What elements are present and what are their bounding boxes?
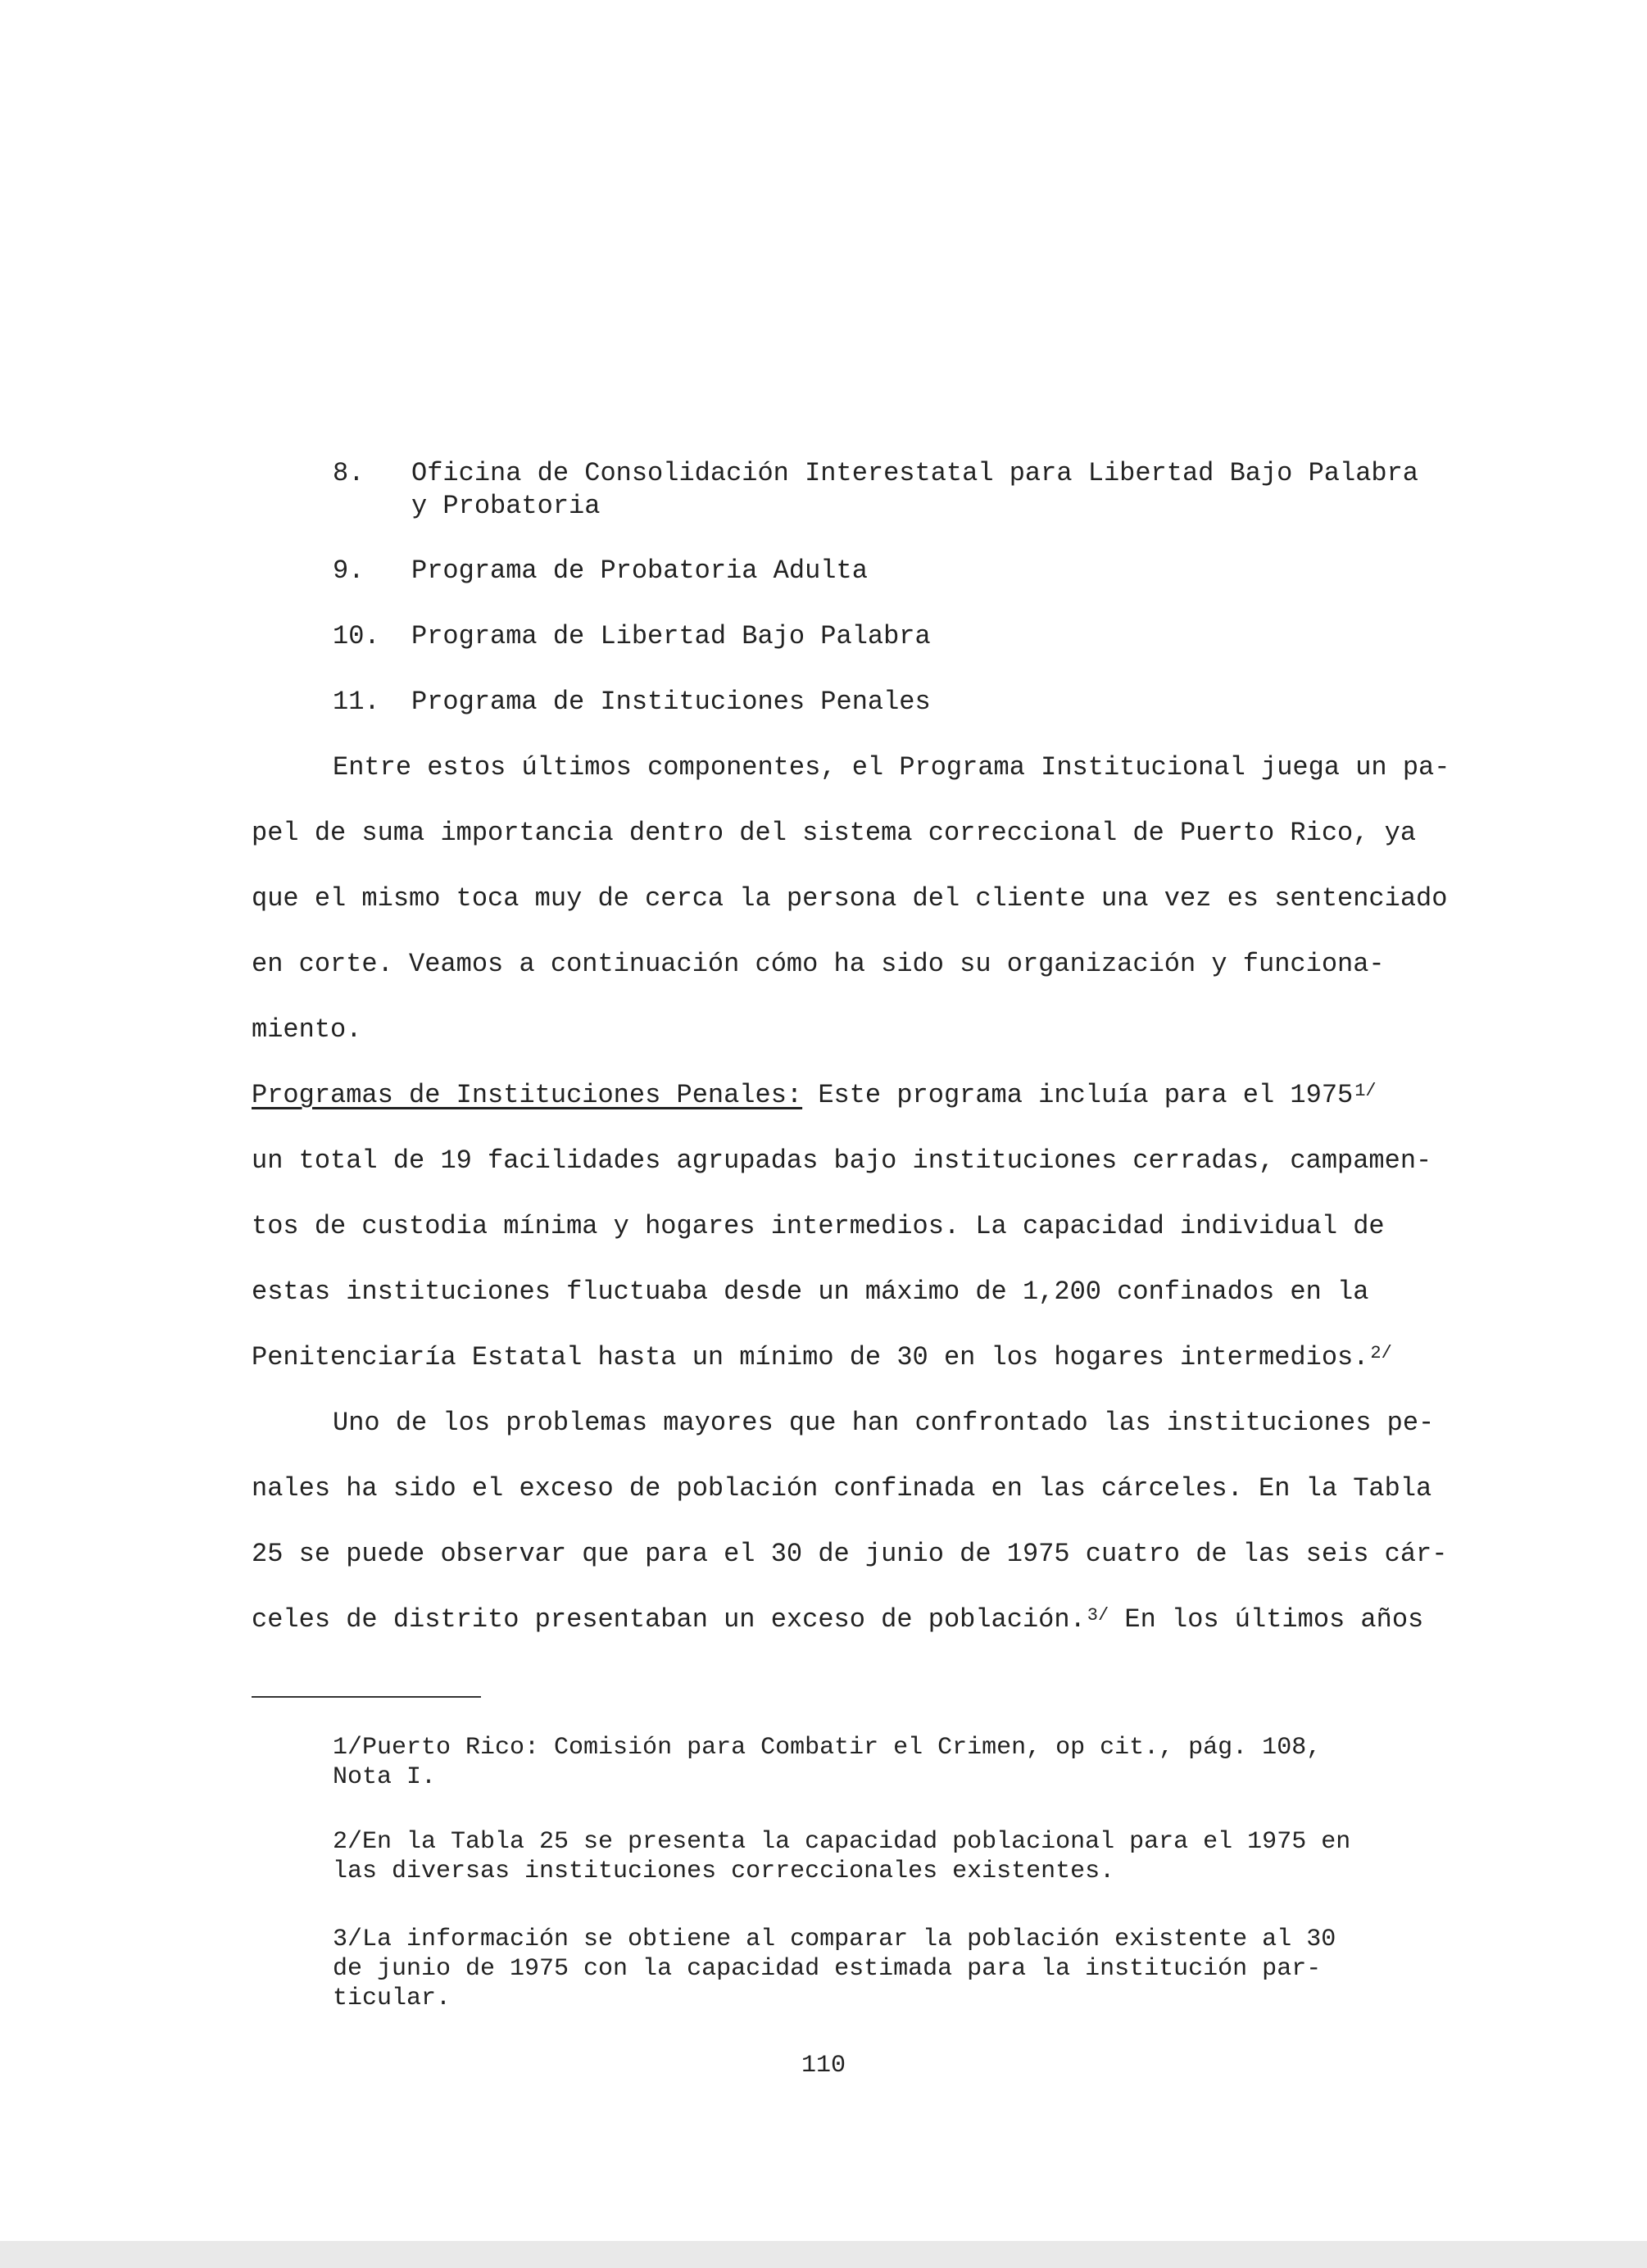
footnote-divider [252, 1696, 481, 1698]
section-heading: Programas de Instituciones Penales: [252, 1080, 803, 1110]
footnote-line: 1/Puerto Rico: Comisión para Combatir el Crimen, op cit., pág. 108, [333, 1734, 1322, 1762]
paragraph-line [252, 1341, 1392, 1377]
paragraph-line: estas instituciones fluctuaba desde un máximo de 1,200 confinados en la [252, 1277, 1369, 1307]
list-item-text: Programa de Probatoria Adulta [411, 556, 868, 586]
list-number: 8. [333, 458, 365, 488]
list-item-text: Programa de Instituciones Penales [411, 687, 931, 717]
list-item-text: y Probatoria [411, 491, 601, 521]
footnote-ref: 3/ [1087, 1605, 1109, 1626]
scan-edge [0, 2241, 1647, 2268]
paragraph-text: celes de distrito presentaban un exceso de población. [252, 1604, 1086, 1635]
paragraph-line: Uno de los problemas mayores que han confrontado las instituciones pe- [333, 1408, 1435, 1438]
paragraph-text: En los últimos años [1109, 1604, 1424, 1635]
footnote-line: 3/La información se obtiene al comparar la población existente al 30 [333, 1926, 1336, 1953]
paragraph-line: tos de custodia mínima y hogares intermedios. La capacidad individual de [252, 1211, 1385, 1241]
paragraph-line: en corte. Veamos a continuación cómo ha sido su organización y funciona- [252, 949, 1385, 979]
footnote-line: de junio de 1975 con la capacidad estimada para la institución par- [333, 1955, 1322, 1983]
paragraph-line: que el mismo toca muy de cerca la persona del cliente una vez es sentenciado [252, 883, 1448, 914]
paragraph-text: Este programa incluía para el 1975 [802, 1080, 1354, 1110]
paragraph-line: Entre estos últimos componentes, el Programa Institucional juega un pa- [333, 752, 1450, 782]
list-number: 11. [333, 687, 380, 717]
list-number: 10. [333, 621, 380, 651]
page-number: 110 [801, 2052, 846, 2080]
footnote-ref: 2/ [1370, 1343, 1392, 1363]
paragraph-line: pel de suma importancia dentro del sistema correccional de Puerto Rico, ya [252, 818, 1417, 848]
paragraph-line [252, 1079, 1377, 1114]
paragraph-line: nales ha sido el exceso de población confinada en las cárceles. En la Tabla [252, 1473, 1432, 1504]
footnote-line: las diversas instituciones correccionales existentes. [333, 1857, 1115, 1885]
paragraph-line: 25 se puede observar que para el 30 de junio de 1975 cuatro de las seis cár- [252, 1539, 1448, 1569]
paragraph-line: un total de 19 facilidades agrupadas bajo instituciones cerradas, campamen- [252, 1145, 1432, 1176]
list-item-text: Oficina de Consolidación Interestatal para Libertad Bajo Palabra [411, 458, 1418, 488]
footnote-ref: 1/ [1354, 1081, 1377, 1101]
paragraph-text: Penitenciaría Estatal hasta un mínimo de 30 en los hogares intermedios. [252, 1342, 1369, 1372]
list-item-text: Programa de Libertad Bajo Palabra [411, 621, 931, 651]
list-number: 9. [333, 556, 365, 586]
footnote-line: 2/En la Tabla 25 se presenta la capacidad poblacional para el 1975 en [333, 1828, 1351, 1856]
footnote-line: Nota I. [333, 1763, 437, 1791]
paragraph-line [252, 1603, 1423, 1639]
footnote-line: ticular. [333, 1984, 451, 2012]
paragraph-line: miento. [252, 1014, 362, 1045]
